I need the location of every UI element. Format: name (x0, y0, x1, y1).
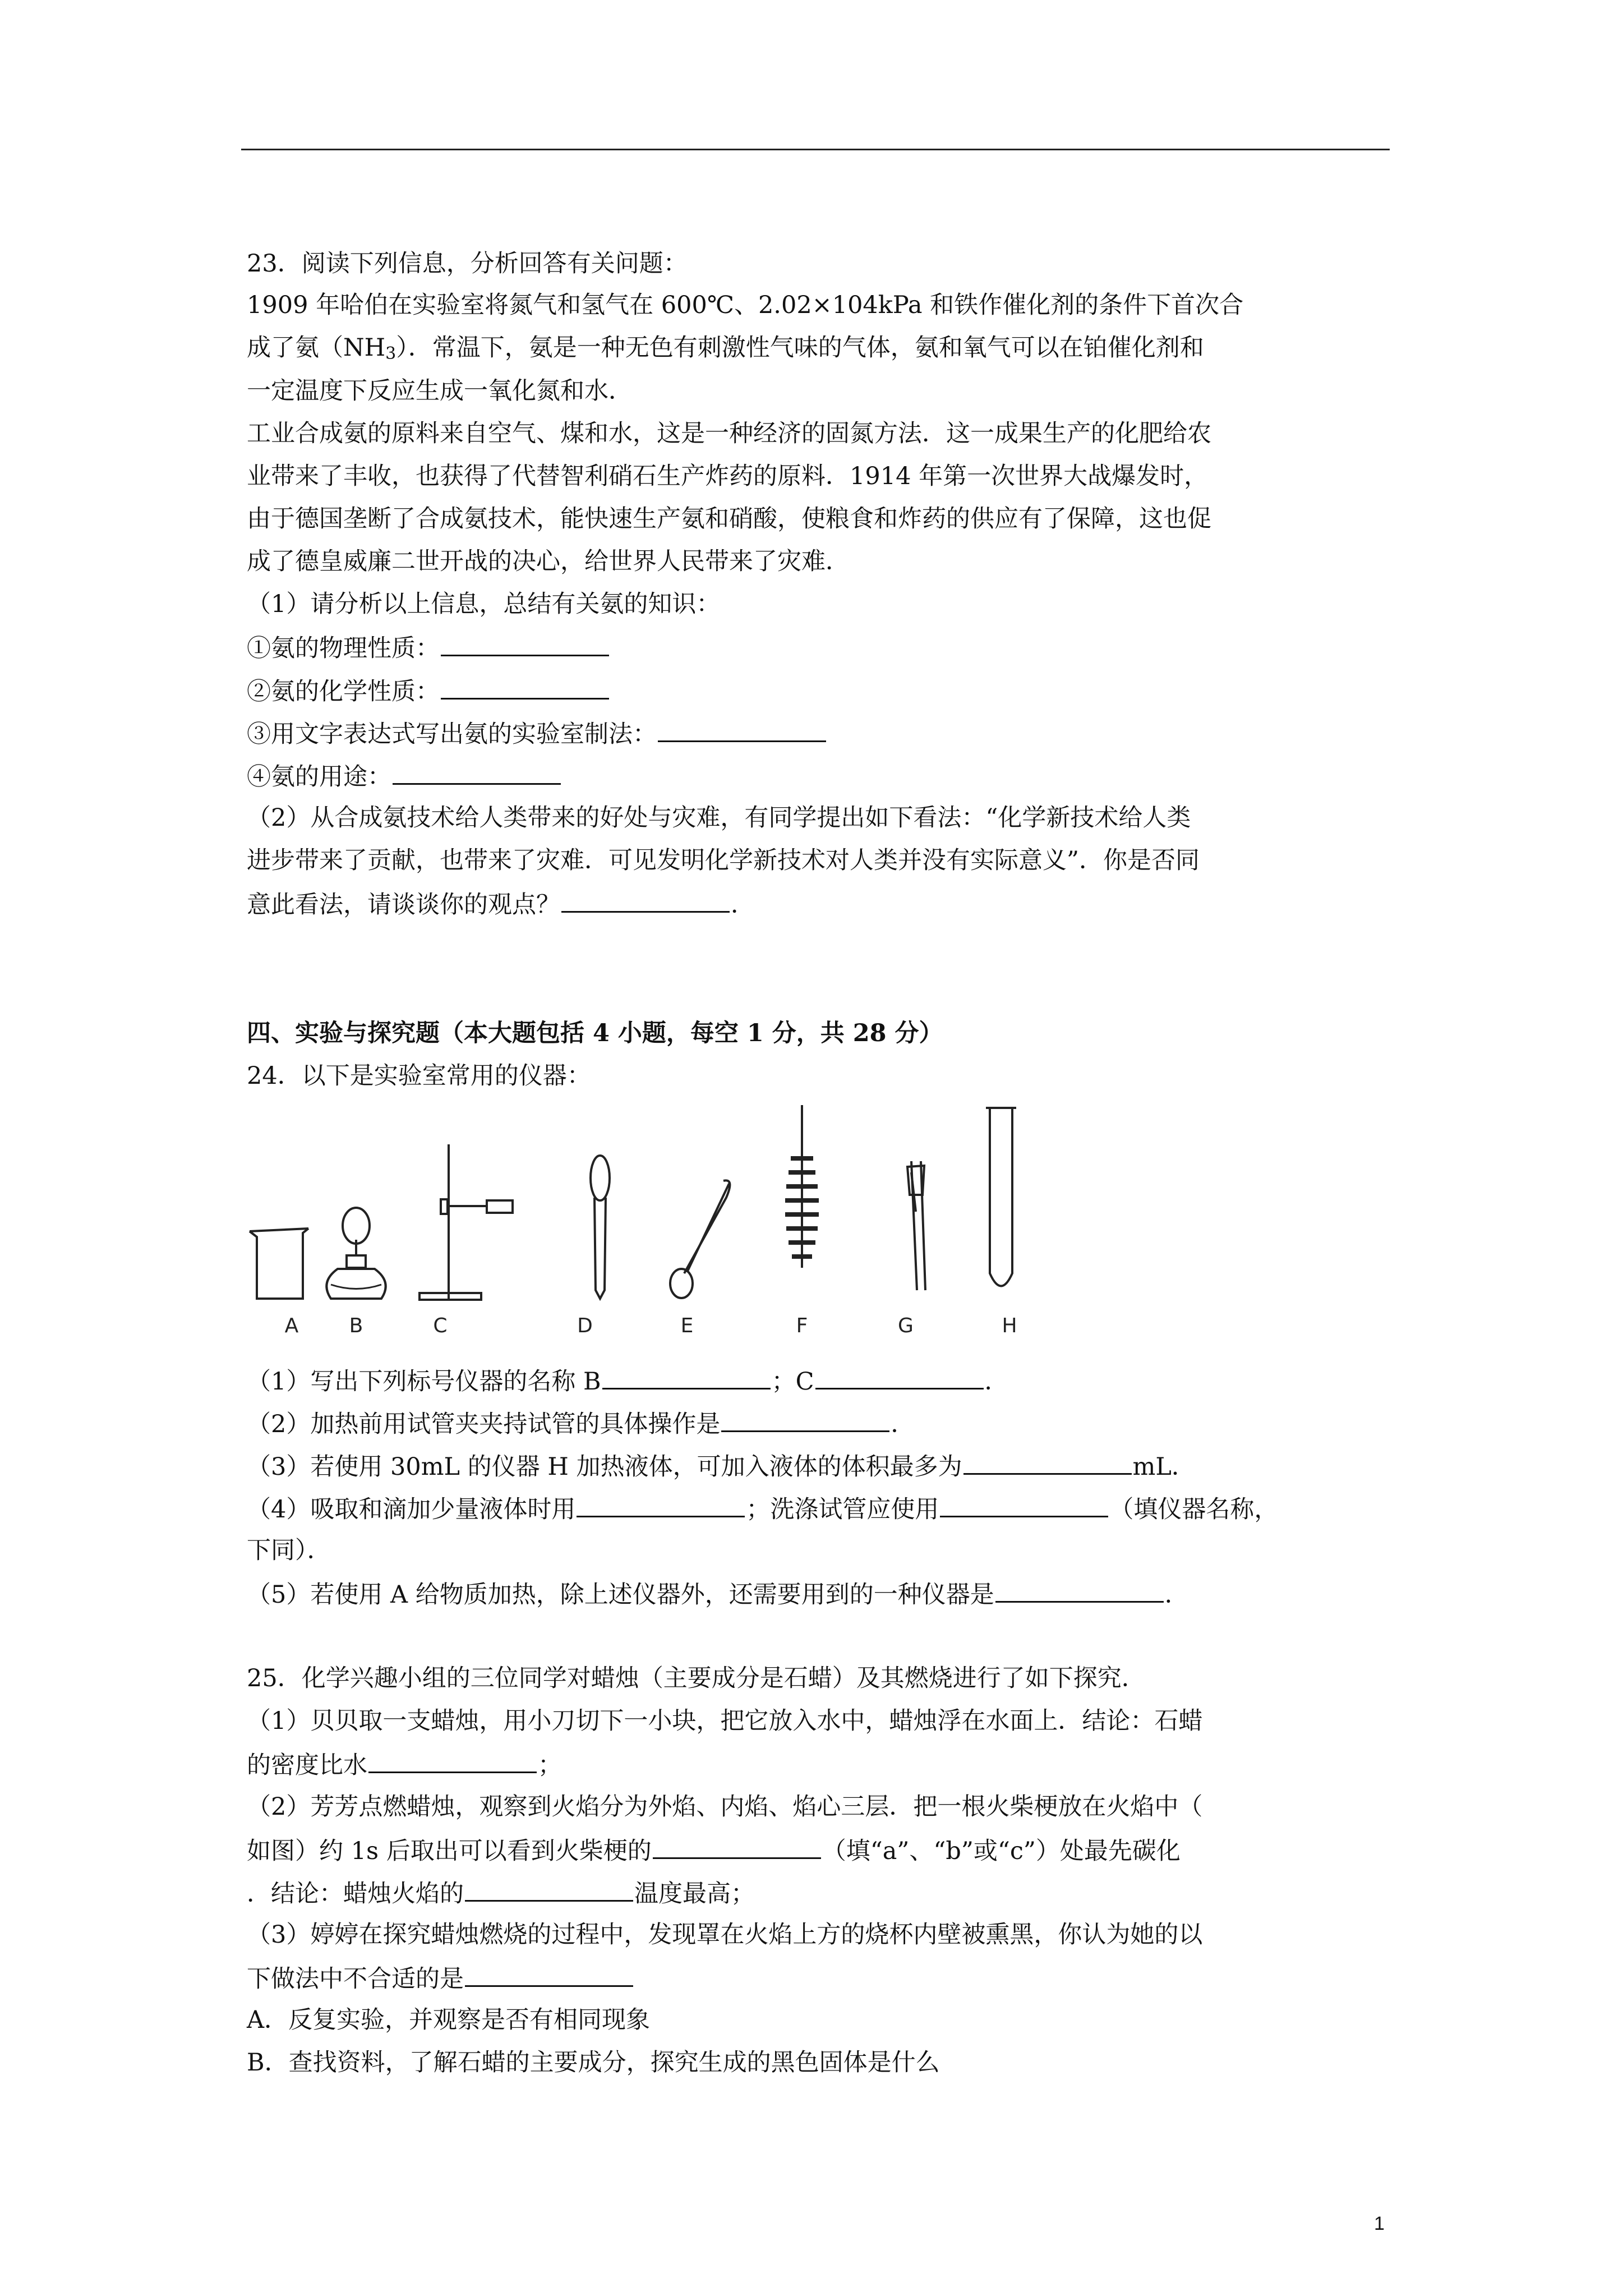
answer-blank[interactable] (602, 1363, 771, 1389)
instrument-label: G (898, 1314, 914, 1337)
answer-blank[interactable] (441, 630, 609, 656)
instrument-label: C (433, 1314, 448, 1337)
answer-blank[interactable] (995, 1576, 1164, 1603)
q23-paragraph-line: 工业合成氨的原料来自空气、煤和水，这是一种经济的固氮方法．这一成果生产的化肥给农 (247, 420, 1211, 448)
q24-sub4: （4）吸取和滴加少量液体时用 ；洗涤试管应使用 （填仪器名称， (247, 1491, 1278, 1526)
q23-sub1d: ④氨的用途： (247, 758, 562, 794)
q23-paragraph-line: 业带来了丰收，也获得了代替智利硝石生产炸药的原料．1914 年第一次世界大战爆发时， (247, 462, 1209, 490)
test-tube-icon (986, 1108, 1016, 1286)
test-tube-clamp-icon (907, 1161, 925, 1290)
iron-stand-icon (419, 1144, 513, 1300)
instrument-label: F (796, 1314, 808, 1337)
answer-blank[interactable] (721, 1406, 889, 1432)
answer-blank[interactable] (368, 1747, 537, 1773)
q24-title: 24．以下是实验室常用的仪器： (247, 1062, 591, 1090)
test-tube-brush-icon (785, 1105, 819, 1268)
q25-sub2: （2）芳芳点燃蜡烛，观察到火焰分为外焰、内焰、焰心三层．把一根火柴梗放在火焰中（ (247, 1793, 1203, 1821)
answer-blank[interactable] (465, 1875, 633, 1902)
q25-option-a[interactable]: A．反复实验，并观察是否有相同现象 (247, 2006, 651, 2034)
answer-blank[interactable] (658, 716, 826, 742)
dropper-icon (591, 1156, 610, 1299)
q23-paragraph-line: 由于德国垄断了合成氨技术，能快速生产氨和硝酸，使粮食和炸药的供应有了保障，这也促 (247, 505, 1211, 533)
answer-blank[interactable] (815, 1363, 984, 1389)
answer-blank[interactable] (465, 1961, 633, 1987)
q23-paragraph-line: 一定温度下反应生成一氧化氮和水． (247, 377, 633, 405)
header-rule (241, 149, 1390, 150)
q23-sub1c: ③用文字表达式写出氨的实验室制法： (247, 716, 827, 751)
instrument-label: B (349, 1314, 363, 1337)
page-number: 1 (1374, 2213, 1385, 2234)
instrument-label: H (1002, 1314, 1017, 1337)
lab-instruments-figure (241, 1105, 1071, 1341)
answer-blank[interactable] (577, 1491, 745, 1517)
alcohol-lamp-icon (326, 1208, 385, 1299)
q24-sub4-cont: 下同）． (247, 1536, 331, 1565)
answer-blank[interactable] (561, 886, 730, 913)
q23-sub2: 意此看法，请谈谈你的观点？ ． (247, 886, 755, 922)
instrument-label: E (680, 1314, 694, 1337)
q23-paragraph-line: 成了氨$(NH_3)$．常温下，氨是一种无色有刺激性气味的气体，氨和氧气可以在铂催化剂和 (247, 334, 1204, 364)
beaker-icon (250, 1228, 308, 1299)
answer-blank[interactable] (441, 673, 609, 700)
q23-sub1: （1）请分析以上信息，总结有关氨的知识： (247, 590, 721, 618)
instrument-label: D (577, 1314, 593, 1337)
answer-blank[interactable] (393, 758, 561, 785)
q25-sub1: 的密度比水 ； (247, 1747, 562, 1782)
q23-sub1a: ①氨的物理性质： (247, 630, 610, 665)
q23-sub2: （2）从合成氨技术给人类带来的好处与灾难，有同学提出如下看法：“化学新技术给人类 (247, 804, 1191, 832)
q23-paragraph-line: 成了德皇威廉二世开战的决心，给世界人民带来了灾难． (247, 547, 850, 576)
spoon-icon (670, 1180, 730, 1298)
q23-paragraph-line: 1909 年哈伯在实验室将氮气和氢气在 600℃、2.02×104kPa 和铁作催化剂的条件下首次合 (247, 291, 1244, 319)
q23-sub2: 进步带来了贡献，也带来了灾难．可见发明化学新技术对人类并没有实际意义”．你是否同 (247, 846, 1200, 875)
q25-sub2: 如图）约 1s 后取出可以看到火柴梗的 （填“a”、“b”或“c”）处最先碳化 (247, 1833, 1181, 1868)
q25-sub1: （1）贝贝取一支蜡烛，用小刀切下一小块，把它放入水中，蜡烛浮在水面上．结论：石蜡 (247, 1707, 1203, 1735)
q25-sub3: 下做法中不合适的是 (247, 1961, 634, 1996)
section-heading: 四、实验与探究题（本大题包括 4 小题，每空 1 分，共 28 分） (247, 1019, 943, 1047)
q24-sub3: （3）若使用 30mL 的仪器 H 加热液体，可加入液体的体积最多为 mL． (247, 1448, 1196, 1484)
q23-sub1b: ②氨的化学性质： (247, 673, 610, 708)
q25-title: 25．化学兴趣小组的三位同学对蜡烛（主要成分是石蜡）及其燃烧进行了如下探究． (247, 1664, 1146, 1692)
instrument-label: A (284, 1314, 299, 1337)
answer-blank[interactable] (963, 1448, 1132, 1475)
q25-sub3: （3）婷婷在探究蜡烛燃烧的过程中，发现罩在火焰上方的烧杯内壁被熏黑，你认为她的以 (247, 1921, 1203, 1949)
q25-option-b[interactable]: B．查找资料，了解石蜡的主要成分，探究生成的黑色固体是什么 (247, 2049, 940, 2077)
q24-sub2: （2）加热前用试管夹夹持试管的具体操作是 ． (247, 1406, 915, 1441)
answer-blank[interactable] (653, 1833, 821, 1859)
answer-blank[interactable] (940, 1491, 1108, 1517)
q25-sub2: ．结论：蜡烛火焰的 温度最高； (247, 1875, 755, 1911)
q23-title: 23．阅读下列信息，分析回答有关问题： (247, 250, 688, 278)
q24-sub5: （5）若使用 A 给物质加热，除上述仪器外，还需要用到的一种仪器是 ． (247, 1576, 1189, 1612)
q24-sub1: （1）写出下列标号仪器的名称 B ；C ． (247, 1363, 1009, 1398)
